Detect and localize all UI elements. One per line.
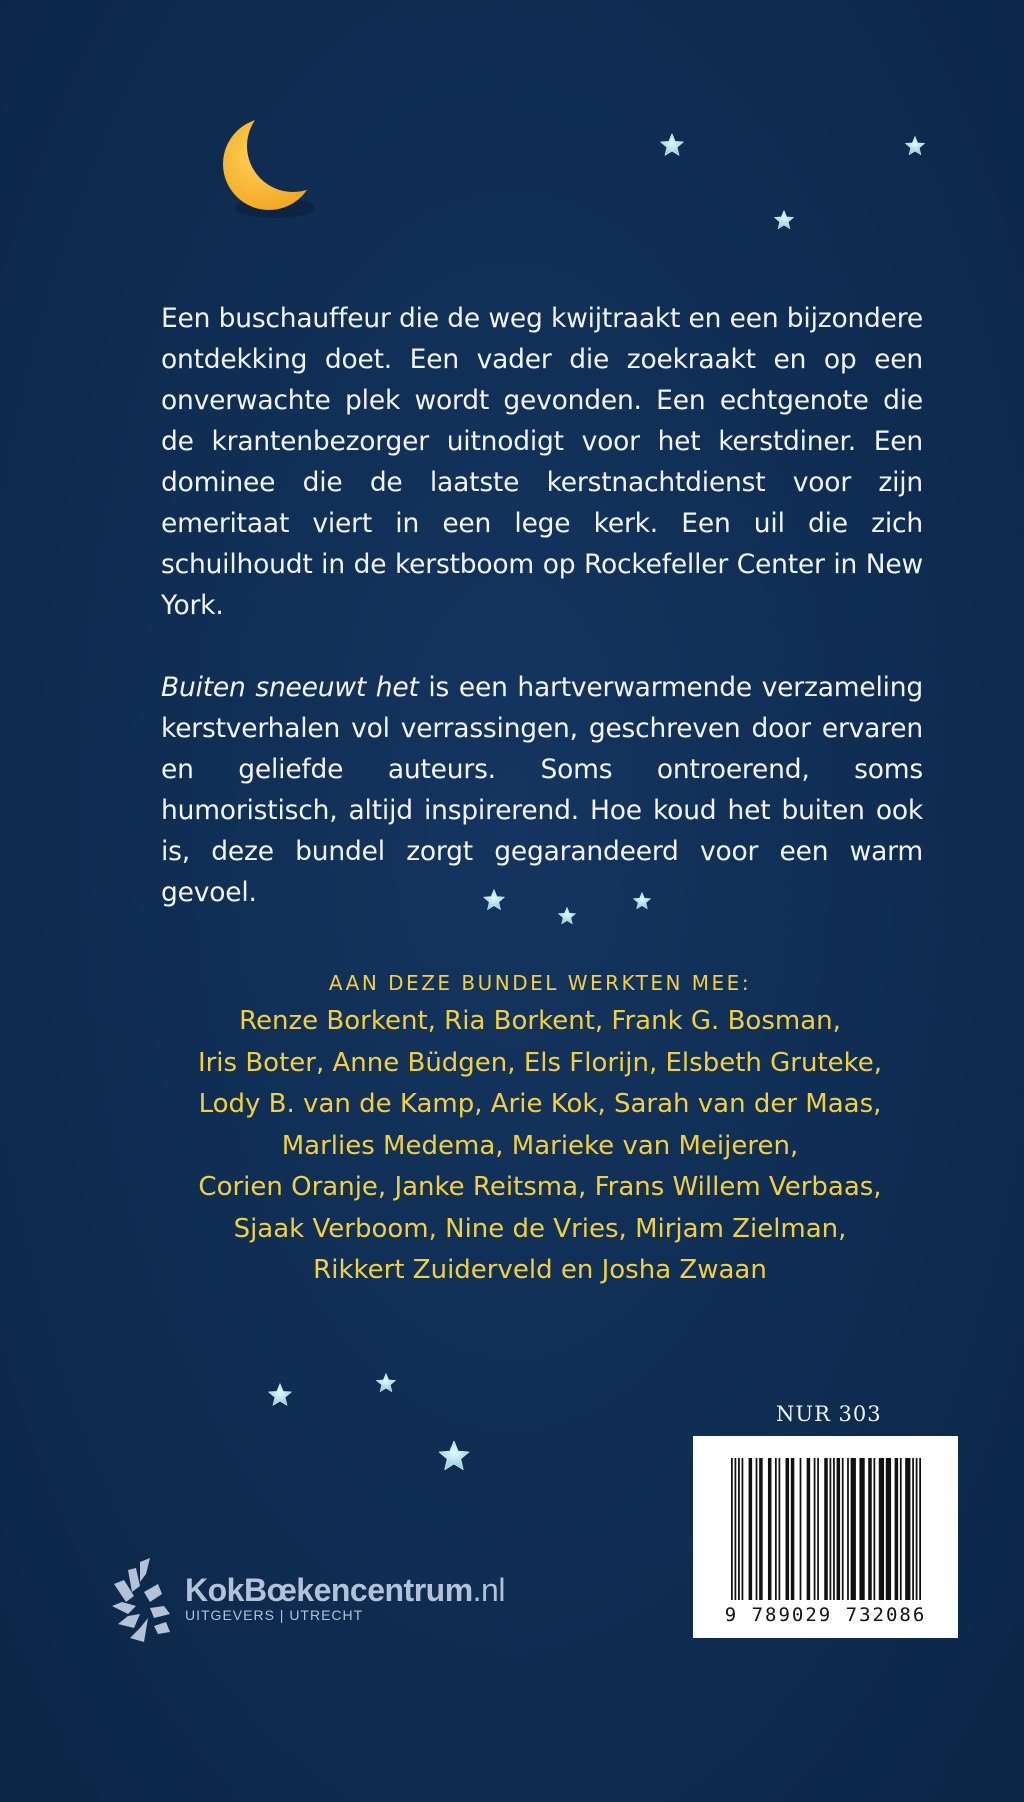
barcode-bar: [874, 1458, 876, 1600]
barcode-bar: [912, 1458, 914, 1600]
barcode-bars: [731, 1458, 921, 1600]
star-icon: [773, 209, 795, 231]
isbn-number: 9 789029 732086: [724, 1604, 927, 1626]
contributors-list: [100, 1001, 980, 1292]
barcode-bar: [756, 1458, 758, 1600]
publisher-logo: [185, 1572, 505, 1623]
barcode-bar: [886, 1458, 891, 1600]
publisher-name-main: KokBœkencentrum: [185, 1572, 473, 1608]
blurb-paragraph: Een buschauffeur die de weg kwijtraakt en een bijzondere ontdekking doet. Een vader die zoekraakt en op een onverwachte plek wordt gevonden. Een echtgenote die de krantenbezorger uitnodigt voor het kerstdiner. Een dominee die de laatste kerstnachtdienst voor zijn emeritaat viert in een lege kerk. Een uil die zich schuilhoudt in de kerstboom op Rockefeller Center in New York.: [161, 303, 923, 621]
barcode-bar: [779, 1458, 781, 1600]
barcode-bar: [895, 1458, 899, 1600]
barcode-bar: [742, 1458, 744, 1600]
barcode-bar: [817, 1458, 819, 1600]
barcode-bar: [905, 1458, 910, 1600]
star-icon: [904, 135, 926, 157]
star-icon: [437, 1439, 471, 1473]
star-icon: [659, 132, 685, 158]
barcode: [693, 1436, 958, 1638]
barcode-bar: [800, 1458, 802, 1600]
barcode-bar: [868, 1458, 872, 1600]
blurb-text: is een hartverwarmende verzameling kerstverhalen vol verrassingen, geschreven door ervaren en geliefde auteurs. Soms ontroerend, soms humoristisch, altijd inspirerend. Hoe koud het buiten ook is, deze bundel zorgt gegarandeerd voor een warm gevoel.: [161, 672, 923, 908]
blurb: [161, 298, 923, 913]
barcode-bar: [919, 1458, 921, 1600]
blurb-paragraph: [161, 667, 923, 913]
publisher-name-tld: .nl: [472, 1572, 505, 1608]
contributors-line: Iris Boter, Anne Büdgen, Els Florijn, Elsbeth Gruteke,: [197, 1047, 883, 1078]
contributors-line: Rikkert Zuiderveld en Josha Zwaan: [313, 1255, 767, 1285]
publisher-name: [185, 1572, 505, 1609]
contributors-line: Renze Borkent, Ria Borkent, Frank G. Bosman,: [239, 1006, 841, 1036]
nur-code: NUR 303: [776, 1402, 882, 1426]
contributors-line: Marlies Medema, Marieke van Meijeren,: [281, 1130, 799, 1161]
barcode-bar: [859, 1458, 864, 1600]
barcode-bar: [731, 1458, 733, 1600]
book-title: Buiten sneeuwt het: [161, 672, 419, 703]
publisher-logo-icon: [110, 1558, 174, 1642]
star-icon: [267, 1382, 293, 1408]
contributors-line: Lody B. van de Kamp, Arie Kok, Sarah van der Maas,: [198, 1089, 882, 1119]
barcode-bar: [900, 1458, 902, 1600]
barcode-bar: [824, 1458, 828, 1600]
contributors-line: Corien Oranje, Janke Reitsma, Frans Willem Verbaas,: [198, 1172, 882, 1202]
barcode-bar: [775, 1458, 777, 1600]
barcode-bar: [847, 1458, 849, 1600]
contributors-heading: AAN DEZE BUNDEL WERKTEN MEE:: [328, 971, 752, 995]
barcode-bar: [879, 1458, 884, 1600]
barcode-bar: [735, 1458, 737, 1600]
barcode-bar: [916, 1458, 918, 1600]
barcode-bar: [851, 1458, 856, 1600]
barcode-bar: [833, 1458, 835, 1600]
barcode-bar: [786, 1458, 790, 1600]
contributors: [100, 965, 980, 1292]
barcode-bar: [768, 1458, 772, 1600]
contributors-line: Sjaak Verboom, Nine de Vries, Mirjam Zielman,: [233, 1213, 847, 1244]
barcode-bar: [759, 1458, 763, 1600]
barcode-bar: [814, 1458, 816, 1600]
publisher-subtitle: UITGEVERS | UTRECHT: [185, 1607, 364, 1623]
barcode-bar: [830, 1458, 832, 1600]
moon-icon: [215, 108, 335, 228]
barcode-bar: [807, 1458, 811, 1600]
barcode-bar: [791, 1458, 795, 1600]
star-icon: [375, 1372, 397, 1394]
barcode-bar: [749, 1458, 753, 1600]
barcode-bar: [738, 1458, 740, 1600]
barcode-bar: [842, 1458, 844, 1600]
barcode-bar: [837, 1458, 841, 1600]
